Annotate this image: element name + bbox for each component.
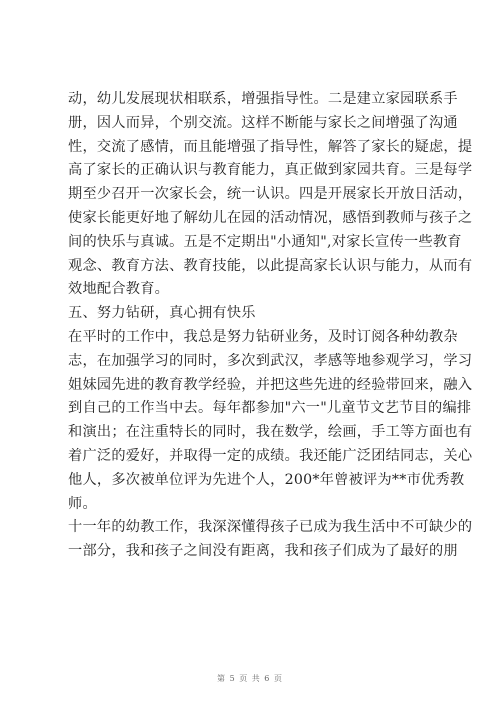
text-line: 效地配合教育。 [68, 281, 170, 298]
text-line: 姐妹园先进的教育教学经验，并把这些先进的经验带回来，融入 [68, 376, 473, 393]
text-line: 一部分，我和孩子之间没有距离，我和孩子们成为了最好的朋 [68, 543, 458, 560]
text-line: 志，在加强学习的同时，多次到武汉，孝感等地参观学习，学习 [68, 352, 473, 369]
text-line: 期至少召开一次家长会，统一认识。四是开展家长开放日活动， [68, 186, 473, 203]
section-heading: 五、努力钻研，真心拥有快乐 [68, 305, 256, 322]
text-line: 高了家长的正确认识与教育能力，真正做到家园共育。三是每学 [68, 162, 473, 179]
body-text [68, 88, 473, 564]
text-line: 动，幼儿发展现状相联系，增强指导性。二是建立家园联系手 [68, 91, 458, 107]
text-line: 使家长能更好地了解幼儿在园的活动情况，感悟到教师与孩子之 [68, 209, 473, 226]
text-line: 到自己的工作当中去。每年都参加"六一"儿童节文艺节目的编排 [68, 400, 472, 417]
text-line: 师。 [68, 495, 97, 512]
text-line: 着广泛的爱好，并取得一定的成绩。我还能广泛团结同志，关心 [68, 447, 473, 464]
text-line: 观念、教育方法、教育技能，以此提高家长认识与能力，从而有 [68, 257, 473, 274]
page-number-footer: 第 5 页 共 6 页 [217, 674, 283, 683]
text-line: 十一年的幼教工作，我深深懂得孩子已成为我生活中不可缺少的 [68, 519, 473, 536]
text-line: 册，因人而异，个别交流。这样不断能与家长之间增强了沟通 [68, 114, 458, 131]
text-line: 间的快乐与真诚。五是不定期出"小通知",对家长宣传一些教育 [68, 233, 462, 250]
text-line: 和演出；在注重特长的同时，我在数学，绘画，手工等方面也有 [68, 424, 473, 441]
text-line: 在平时的工作中，我总是努力钻研业务，及时订阅各种幼教杂 [68, 328, 458, 345]
text-line: 性，交流了感情，而且能增强了指导性，解答了家长的疑虑，提 [68, 138, 473, 155]
text-line: 他人，多次被单位评为先进个人，200*年曾被评为**市优秀教 [68, 471, 465, 488]
